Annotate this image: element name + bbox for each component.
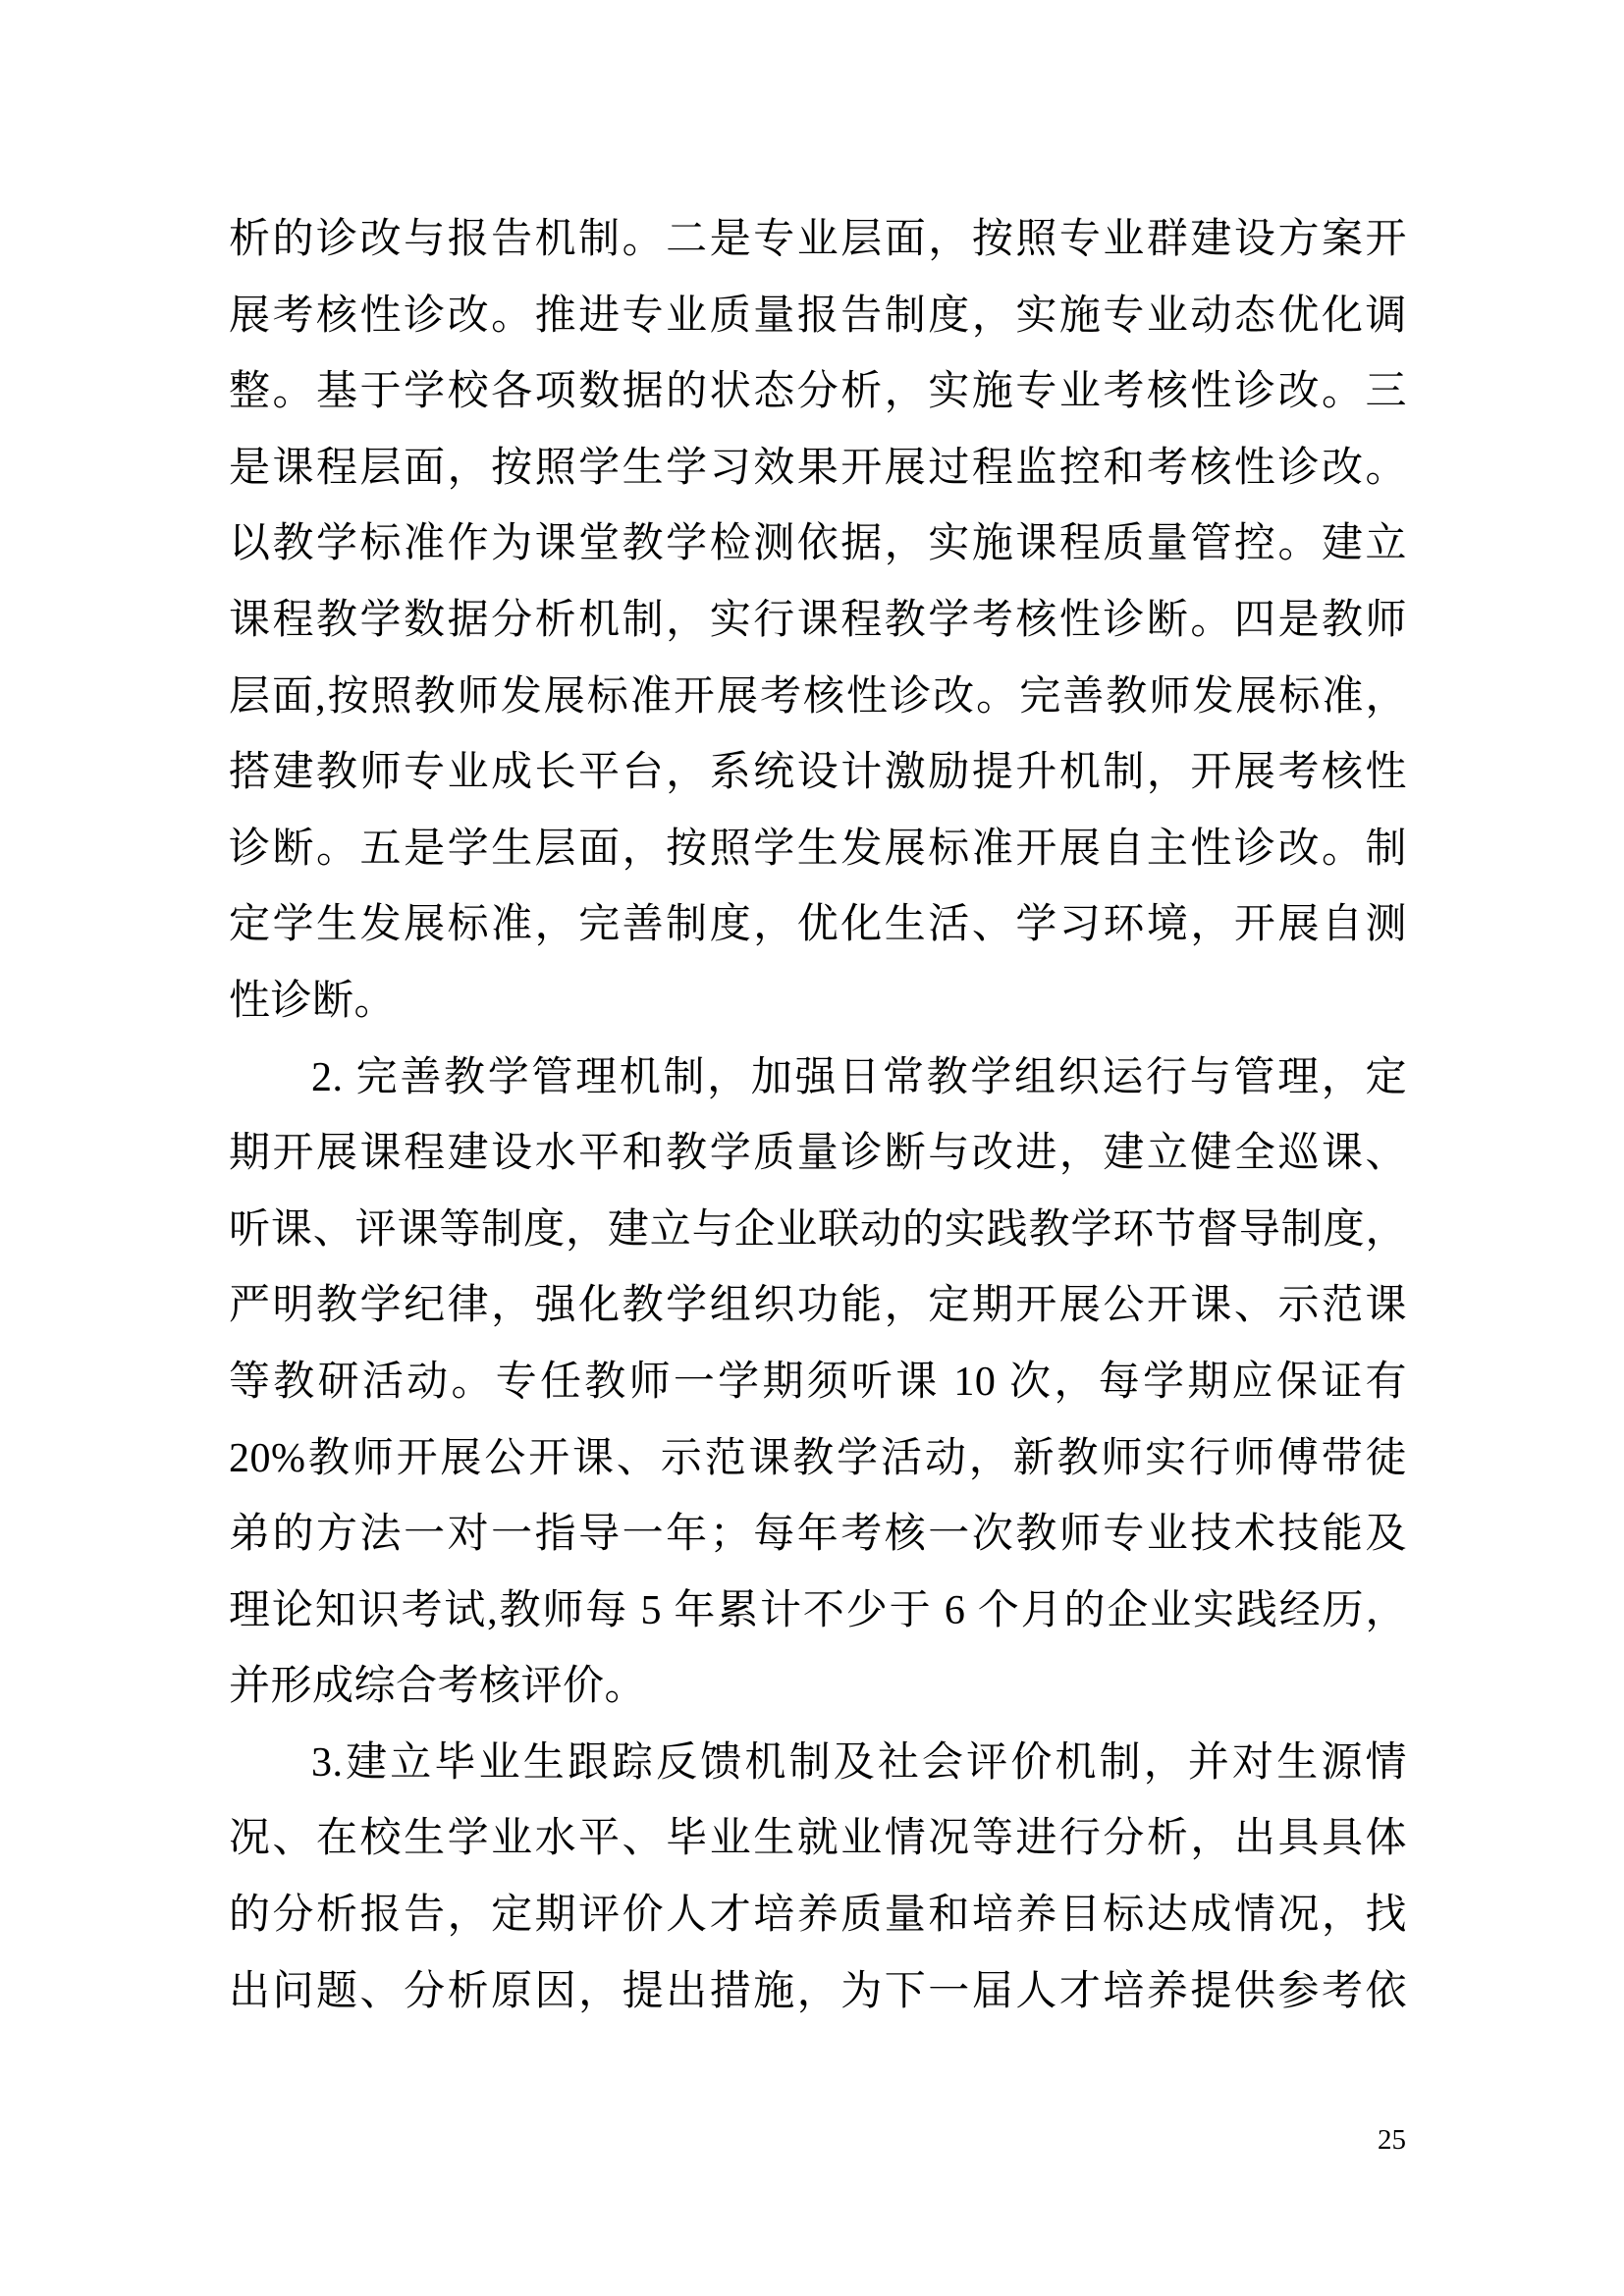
- text-line: 出问题、分析原因，提出措施，为下一届人才培养提供参考依: [229, 1968, 1407, 2014]
- document-body: [229, 202, 1407, 2030]
- text-line: 并形成综合考核评价。: [229, 1664, 647, 1710]
- text-line: 况、在校生学业水平、毕业生就业情况等进行分析，出具具体: [229, 1816, 1407, 1862]
- text-line paragraph-start: 3.建立毕业生跟踪反馈机制及社会评价机制，并对生源情: [311, 1739, 1407, 1786]
- text-line: 的分析报告，定期评价人才培养质量和培养目标达成情况，找: [229, 1893, 1407, 1939]
- text-line: 整。基于学校各项数据的状态分析，实施专业考核性诊改。三: [229, 369, 1407, 415]
- text-line: 课程教学数据分析机制，实行课程教学考核性诊断。四是教师: [229, 597, 1407, 643]
- text-line: 听课、评课等制度，建立与企业联动的实践教学环节督导制度，: [229, 1206, 1407, 1253]
- page-number: 25: [1378, 2124, 1406, 2156]
- text-line: 期开展课程建设水平和教学质量诊断与改进，建立健全巡课、: [229, 1131, 1407, 1177]
- text-line paragraph-start: 2. 完善教学管理机制，加强日常教学组织运行与管理，定: [311, 1054, 1407, 1100]
- text-line: 搭建教师专业成长平台，系统设计激励提升机制，开展考核性: [229, 750, 1407, 796]
- text-line: 以教学标准作为课堂教学检测依据，实施课程质量管控。建立: [229, 521, 1407, 567]
- text-line: 严明教学纪律，强化教学组织功能，定期开展公开课、示范课: [229, 1283, 1407, 1329]
- text-line: 是课程层面，按照学生学习效果开展过程监控和考核性诊改。: [229, 445, 1407, 491]
- text-line: 展考核性诊改。推进专业质量报告制度，实施专业动态优化调: [229, 293, 1407, 339]
- text-line: 层面,按照教师发展标准开展考核性诊改。完善教师发展标准，: [229, 673, 1407, 720]
- text-line: 析的诊改与报告机制。二是专业层面，按照专业群建设方案开: [229, 217, 1407, 262]
- text-line: 20%教师开展公开课、示范课教学活动，新教师实行师傅带徒: [229, 1435, 1407, 1481]
- text-line: 弟的方法一对一指导一年；每年考核一次教师专业技术技能及: [229, 1512, 1407, 1558]
- text-line: 性诊断。: [229, 978, 397, 1024]
- text-line: 等教研活动。专任教师一学期须听课 10 次，每学期应保证有: [229, 1359, 1407, 1405]
- text-line: 诊断。五是学生层面，按照学生发展标准开展自主性诊改。制: [229, 826, 1407, 872]
- text-line: 定学生发展标准，完善制度，优化生活、学习环境，开展自测: [229, 902, 1407, 948]
- text-line: 理论知识考试,教师每 5 年累计不少于 6 个月的企业实践经历，: [229, 1587, 1407, 1633]
